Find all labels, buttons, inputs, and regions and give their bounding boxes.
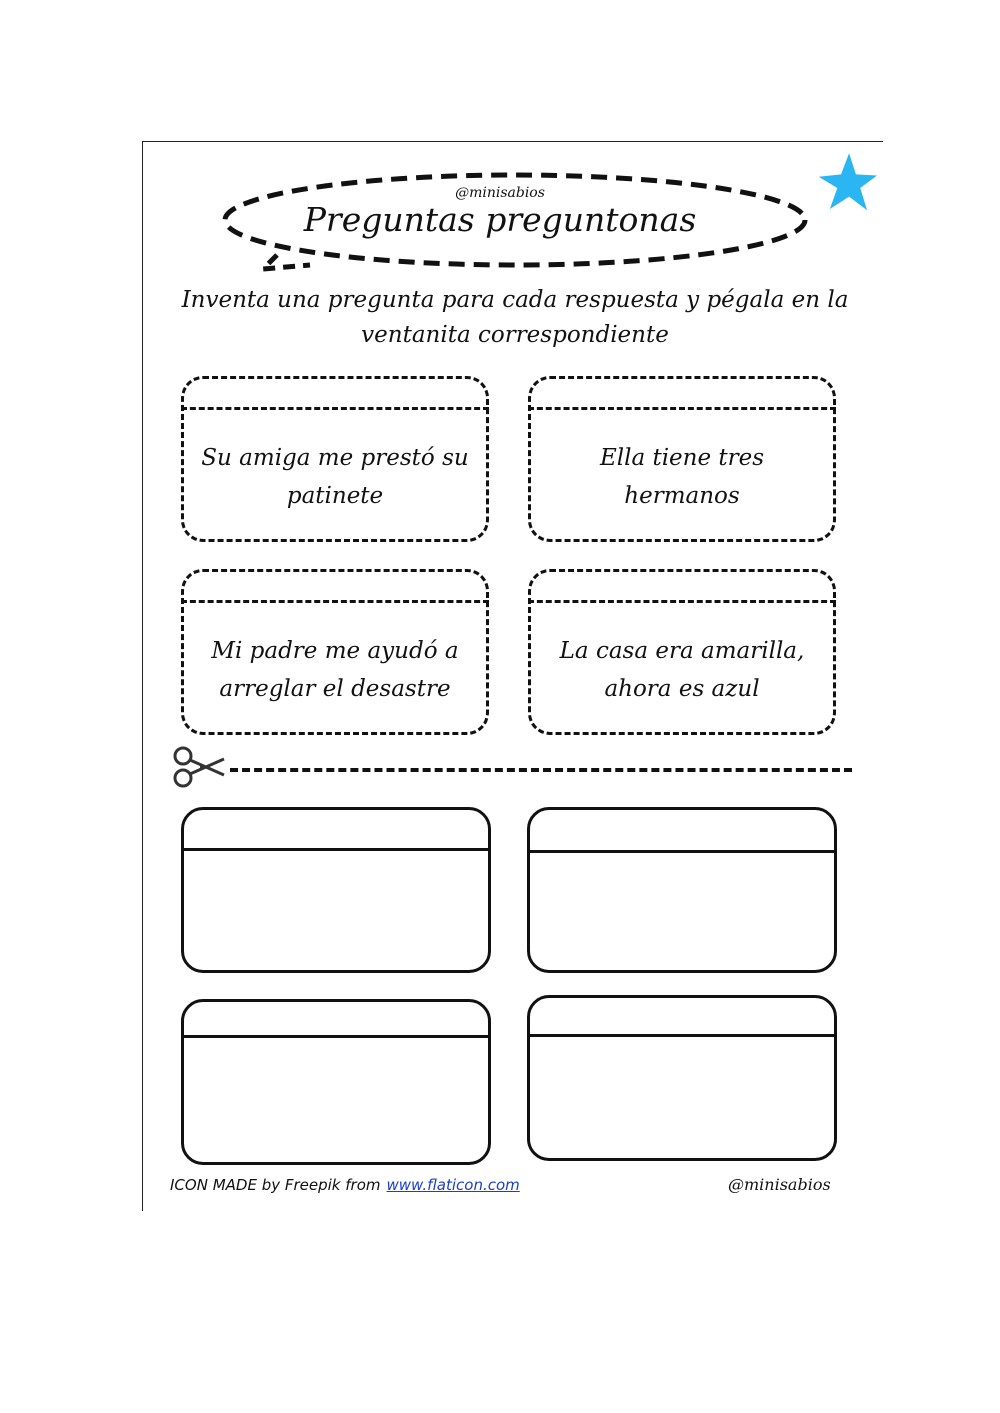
credit-text: ICON MADE by Freepik from	[170, 1176, 381, 1194]
window-line	[527, 1034, 837, 1037]
card-flap-line	[528, 600, 836, 603]
answer-line-1: La casa era amarilla,	[559, 638, 805, 664]
answer-line-1: Ella tiene tres	[599, 445, 765, 471]
instructions-line-2: ventanita correspondiente	[361, 322, 669, 348]
window-line	[527, 850, 837, 853]
header-handle: @minisabios	[455, 185, 545, 201]
answer-card[interactable]	[528, 569, 836, 735]
instructions	[165, 283, 865, 353]
answer-card[interactable]	[181, 569, 489, 735]
answer-line-2: patinete	[286, 483, 384, 509]
answer-card[interactable]	[528, 376, 836, 542]
answer-line-2: arreglar el desastre	[219, 676, 451, 702]
flaticon-link[interactable]: www.flaticon.com	[386, 1176, 520, 1194]
scissors-icon	[172, 745, 228, 789]
answer-line-1: Mi padre me ayudó a	[211, 638, 459, 664]
answer-line-2: hermanos	[624, 483, 740, 509]
footer-credit	[170, 1176, 520, 1194]
paste-window[interactable]	[181, 999, 491, 1165]
paste-window[interactable]	[527, 995, 837, 1161]
window-line	[181, 848, 491, 851]
card-flap-line	[528, 407, 836, 410]
footer-handle: @minisabios	[728, 1175, 831, 1194]
paste-window[interactable]	[527, 807, 837, 973]
card-flap-line	[181, 407, 489, 410]
paste-window[interactable]	[181, 807, 491, 973]
answer-card[interactable]	[181, 376, 489, 542]
answer-text	[196, 632, 474, 708]
answer-line-2: ahora es azul	[604, 676, 760, 702]
page-title: Preguntas preguntonas	[303, 200, 697, 239]
answer-line-1: Su amiga me prestó su	[201, 445, 469, 471]
star-icon	[815, 152, 877, 214]
answer-text	[196, 439, 474, 515]
answer-text	[543, 439, 821, 515]
cut-line	[230, 768, 852, 772]
window-line	[181, 1035, 491, 1038]
card-flap-line	[181, 600, 489, 603]
instructions-line-1: Inventa una pregunta para cada respuesta y pégala en la	[181, 287, 849, 313]
answer-text	[543, 632, 821, 708]
